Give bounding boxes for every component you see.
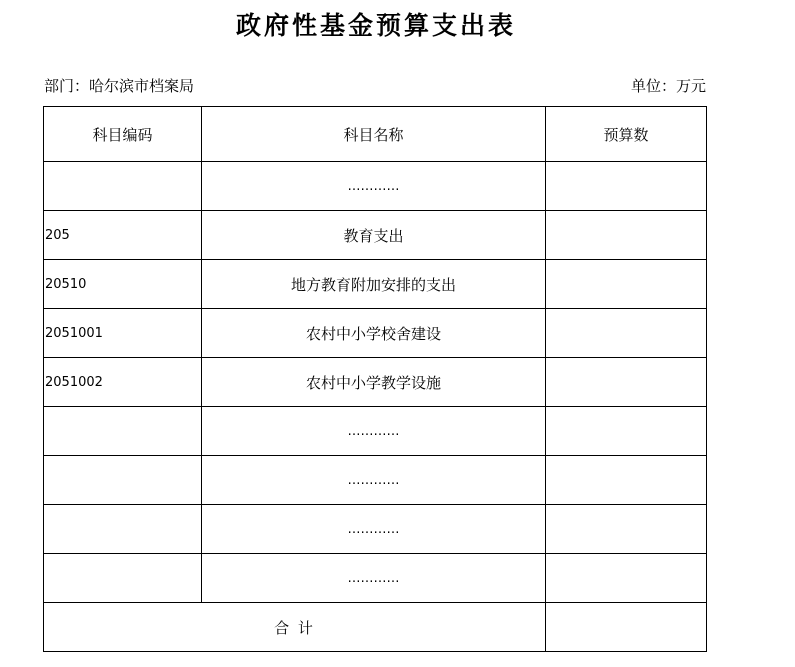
row-code <box>44 505 202 554</box>
row-name: ………… <box>202 162 546 211</box>
row-code: 205 <box>44 211 202 260</box>
row-code: 20510 <box>44 260 202 309</box>
row-amount <box>546 162 707 211</box>
table-header-row <box>44 107 707 162</box>
row-amount <box>546 456 707 505</box>
table-row <box>44 456 707 505</box>
table-row <box>44 554 707 603</box>
row-name: ………… <box>202 505 546 554</box>
row-name: 地方教育附加安排的支出 <box>202 260 546 309</box>
row-code <box>44 162 202 211</box>
unit-label: 单位：万元 <box>630 77 706 95</box>
row-code <box>44 456 202 505</box>
row-name: 教育支出 <box>202 211 546 260</box>
row-name: 农村中小学教学设施 <box>202 358 546 407</box>
table-row <box>44 407 707 456</box>
row-amount <box>546 309 707 358</box>
table-row <box>44 162 707 211</box>
department-label: 部门：哈尔滨市档案局 <box>44 77 195 95</box>
table-row <box>44 358 707 407</box>
budget-table <box>43 106 707 652</box>
row-code: 2051002 <box>44 358 202 407</box>
row-code <box>44 407 202 456</box>
row-name: ………… <box>202 407 546 456</box>
table-row <box>44 309 707 358</box>
page-title: 政府性基金预算支出表 <box>235 11 516 40</box>
row-amount <box>546 505 707 554</box>
header-amount: 预算数 <box>546 107 707 162</box>
table-row <box>44 260 707 309</box>
row-name: ………… <box>202 456 546 505</box>
row-name: 农村中小学校舍建设 <box>202 309 546 358</box>
header-name: 科目名称 <box>202 107 546 162</box>
row-amount <box>546 554 707 603</box>
row-name: ………… <box>202 554 546 603</box>
total-row <box>44 603 707 652</box>
row-amount <box>546 260 707 309</box>
total-label: 合 计 <box>44 603 546 652</box>
row-code <box>44 554 202 603</box>
total-amount <box>546 603 707 652</box>
row-amount <box>546 211 707 260</box>
header-code: 科目编码 <box>44 107 202 162</box>
row-code: 2051001 <box>44 309 202 358</box>
row-amount <box>546 407 707 456</box>
row-amount <box>546 358 707 407</box>
table-row <box>44 211 707 260</box>
table-row <box>44 505 707 554</box>
